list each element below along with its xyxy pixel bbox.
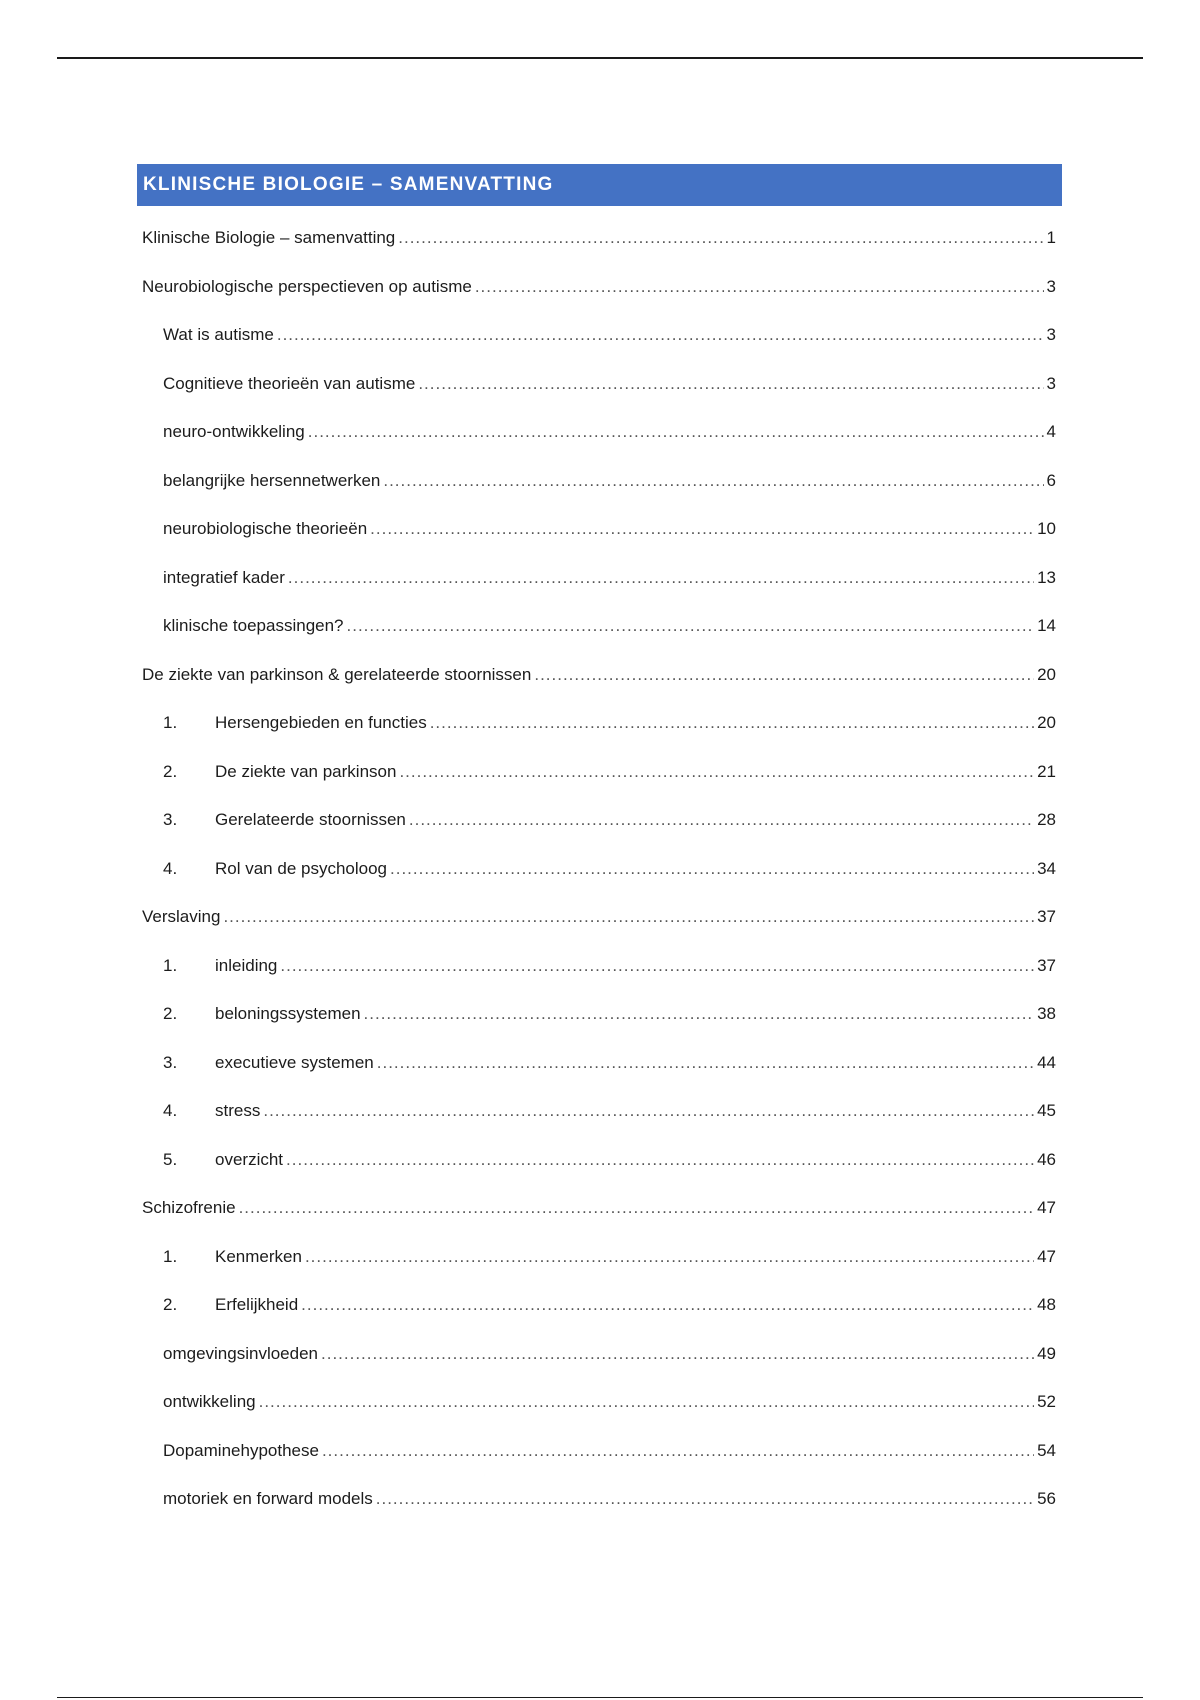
toc-entry-page-number: 56 (1037, 1489, 1056, 1508)
toc-entry-number: 4. (163, 1101, 178, 1120)
toc-dot-leader (288, 554, 1034, 603)
toc-entry-label: neuro-ontwikkeling (163, 422, 305, 441)
table-of-contents (142, 214, 1056, 1524)
toc-dot-leader (223, 893, 1034, 942)
document-title-banner: KLINISCHE BIOLOGIE – SAMENVATTING (137, 164, 1062, 206)
toc-entry[interactable] (142, 214, 1056, 263)
toc-entry-label: Cognitieve theorieën van autisme (163, 373, 416, 393)
toc-entry-label: Kenmerken (215, 1246, 302, 1266)
toc-entry-page-number: 48 (1037, 1295, 1056, 1314)
toc-entry-label: De ziekte van parkinson & gerelateerde stoornissen (142, 664, 532, 684)
toc-entry-page-number: 13 (1037, 567, 1056, 587)
toc-entry[interactable] (142, 457, 1056, 506)
toc-entry-label: Verslaving (142, 907, 221, 926)
toc-entry-label: Dopaminehypothese (163, 1440, 319, 1460)
toc-dot-leader (321, 1330, 1034, 1379)
toc-entry[interactable] (142, 602, 1056, 651)
toc-dot-leader (364, 990, 1035, 1039)
toc-dot-leader (409, 796, 1034, 845)
toc-entry-page-number: 6 (1046, 470, 1056, 490)
toc-entry-label: executieve systemen (215, 1052, 374, 1072)
toc-entry-label: Schizofrenie (142, 1198, 236, 1217)
toc-entry-page-number: 45 (1037, 1101, 1056, 1120)
toc-entry[interactable] (142, 360, 1056, 409)
toc-entry-page-number: 44 (1037, 1052, 1056, 1072)
toc-dot-leader (399, 748, 1034, 797)
toc-entry-page-number: 1 (1046, 228, 1056, 247)
toc-dot-leader (534, 651, 1034, 700)
toc-entry-label: beloningssystemen (215, 1004, 361, 1023)
toc-dot-leader (259, 1378, 1034, 1427)
toc-entry-number: 2. (163, 1004, 178, 1023)
toc-entry-page-number: 47 (1037, 1198, 1056, 1217)
toc-entry-page-number: 47 (1037, 1246, 1056, 1266)
toc-entry-page-number: 3 (1046, 276, 1056, 296)
toc-entry[interactable] (142, 1378, 1056, 1427)
toc-entry-number: 3. (163, 810, 178, 829)
toc-entry-label: Rol van de psycholoog (215, 858, 388, 878)
toc-entry[interactable] (142, 1184, 1056, 1233)
toc-entry-page-number: 10 (1037, 519, 1056, 538)
toc-entry-label: integratief kader (163, 567, 285, 587)
toc-entry-label: neurobiologische theorieën (163, 519, 368, 538)
toc-dot-leader (280, 942, 1034, 991)
toc-entry-label: Wat is autisme (163, 325, 274, 344)
toc-dot-leader (263, 1087, 1034, 1136)
toc-entry-label: Erfelijkheid (215, 1295, 299, 1314)
toc-entry[interactable] (142, 796, 1056, 845)
toc-entry[interactable] (142, 748, 1056, 797)
toc-entry-page-number: 37 (1037, 955, 1056, 975)
toc-dot-leader (376, 1475, 1034, 1524)
toc-dot-leader (322, 1427, 1034, 1476)
toc-entry[interactable] (142, 1330, 1056, 1379)
toc-entry-label: Hersengebieden en functies (215, 713, 427, 732)
toc-entry[interactable] (142, 1475, 1056, 1524)
toc-entry-label: stress (215, 1101, 261, 1120)
toc-entry-page-number: 49 (1037, 1343, 1056, 1363)
toc-entry-label: Gerelateerde stoornissen (215, 810, 406, 829)
toc-dot-leader (286, 1136, 1034, 1185)
toc-dot-leader (430, 699, 1034, 748)
toc-entry-page-number: 3 (1046, 373, 1056, 393)
toc-dot-leader (347, 602, 1035, 651)
bottom-rule (57, 1697, 1143, 1698)
toc-entry-page-number: 14 (1037, 616, 1056, 635)
toc-entry[interactable] (142, 1281, 1056, 1330)
toc-entry-page-number: 20 (1037, 713, 1056, 732)
toc-entry-number: 5. (163, 1149, 178, 1169)
toc-entry-label: inleiding (215, 955, 278, 975)
toc-entry-number: 2. (163, 1295, 178, 1314)
toc-dot-leader (308, 408, 1044, 457)
toc-entry[interactable] (142, 1039, 1056, 1088)
toc-entry-label: belangrijke hersennetwerken (163, 470, 381, 490)
toc-dot-leader (390, 845, 1034, 894)
toc-entry[interactable] (142, 990, 1056, 1039)
toc-entry-page-number: 46 (1037, 1149, 1056, 1169)
toc-entry[interactable] (142, 1427, 1056, 1476)
toc-entry-page-number: 52 (1037, 1392, 1056, 1411)
toc-dot-leader (305, 1233, 1034, 1282)
toc-entry-number: 1. (163, 1246, 178, 1266)
toc-dot-leader (301, 1281, 1034, 1330)
toc-entry[interactable] (142, 554, 1056, 603)
toc-entry[interactable] (142, 1087, 1056, 1136)
toc-dot-leader (239, 1184, 1035, 1233)
toc-entry[interactable] (142, 408, 1056, 457)
toc-entry-label: Klinische Biologie – samenvatting (142, 228, 396, 247)
toc-entry[interactable] (142, 1136, 1056, 1185)
toc-entry[interactable] (142, 263, 1056, 312)
toc-entry-label: De ziekte van parkinson (215, 761, 397, 781)
toc-entry-label: Neurobiologische perspectieven op autisme (142, 276, 472, 296)
toc-entry-page-number: 54 (1037, 1440, 1056, 1460)
toc-entry[interactable] (142, 651, 1056, 700)
toc-entry-page-number: 28 (1037, 810, 1056, 829)
toc-dot-leader (377, 1039, 1034, 1088)
toc-entry[interactable] (142, 505, 1056, 554)
toc-entry[interactable] (142, 942, 1056, 991)
toc-entry-label: motoriek en forward models (163, 1489, 373, 1508)
toc-entry[interactable] (142, 311, 1056, 360)
toc-entry-label: ontwikkeling (163, 1392, 256, 1411)
toc-entry-label: klinische toepassingen? (163, 616, 344, 635)
toc-entry[interactable] (142, 699, 1056, 748)
toc-dot-leader (370, 505, 1034, 554)
toc-dot-leader (383, 457, 1043, 506)
top-rule (57, 57, 1143, 59)
toc-dot-leader (398, 214, 1043, 263)
toc-dot-leader (418, 360, 1043, 409)
toc-entry-page-number: 4 (1046, 422, 1056, 441)
toc-entry-number: 4. (163, 858, 178, 878)
toc-entry[interactable] (142, 893, 1056, 942)
toc-entry-page-number: 21 (1037, 761, 1056, 781)
toc-dot-leader (475, 263, 1044, 312)
toc-entry-page-number: 37 (1037, 907, 1056, 926)
toc-entry[interactable] (142, 1233, 1056, 1282)
toc-entry-number: 2. (163, 761, 178, 781)
toc-entry-number: 3. (163, 1052, 178, 1072)
toc-entry-page-number: 34 (1037, 858, 1056, 878)
toc-entry-page-number: 38 (1037, 1004, 1056, 1023)
toc-entry-number: 1. (163, 955, 178, 975)
toc-entry-label: omgevingsinvloeden (163, 1343, 318, 1363)
toc-entry-label: overzicht (215, 1149, 284, 1169)
toc-entry-number: 1. (163, 713, 178, 732)
toc-entry-page-number: 3 (1046, 325, 1056, 344)
toc-entry-page-number: 20 (1037, 664, 1056, 684)
toc-entry[interactable] (142, 845, 1056, 894)
toc-dot-leader (277, 311, 1044, 360)
